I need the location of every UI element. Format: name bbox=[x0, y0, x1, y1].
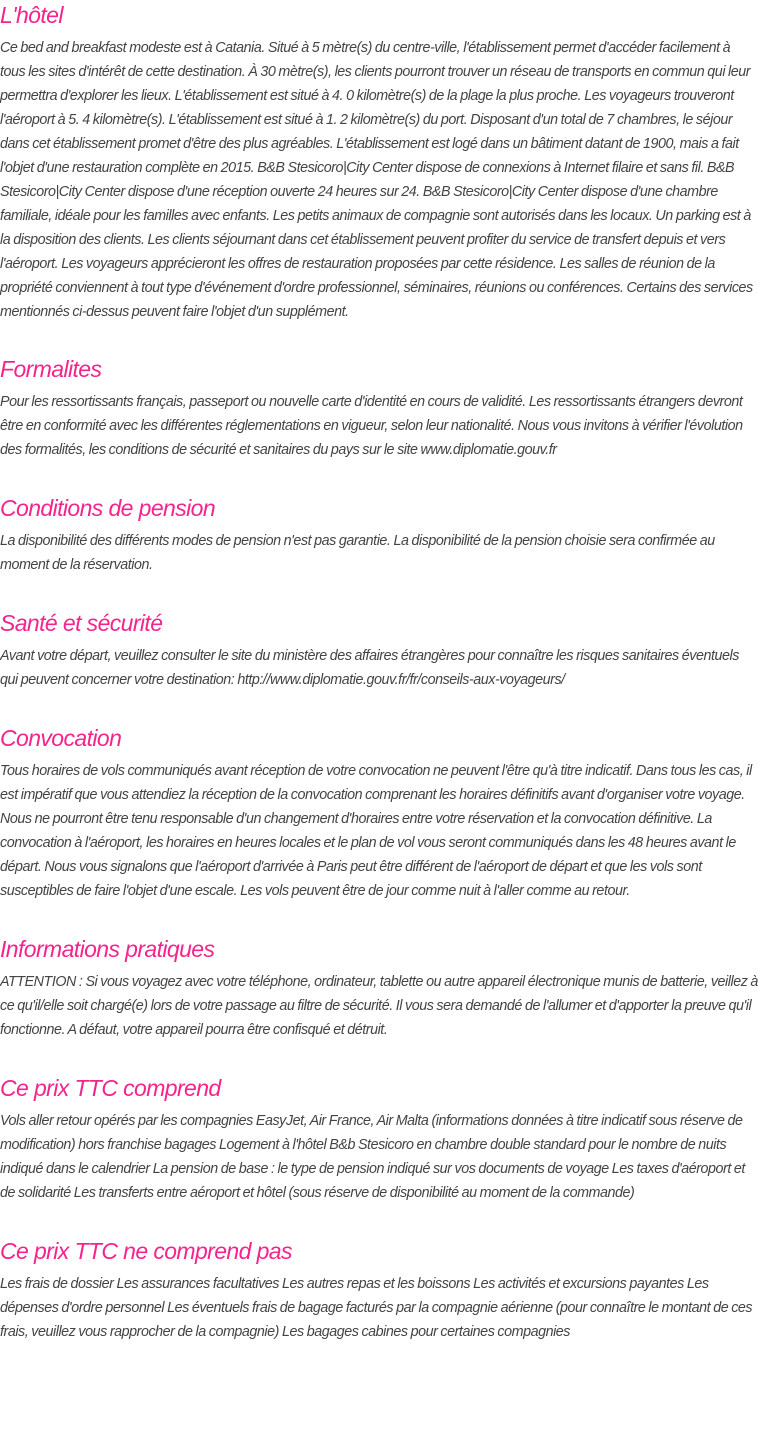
section-conditions-pension bbox=[0, 493, 758, 577]
section-formalites bbox=[0, 354, 758, 462]
section-body-prix-comprend: Vols aller retour opérés par les compagnies EasyJet, Air France, Air Malta (informations données à titre indicatif sous réserve de modification) hors franchise bagages Logement à l'hôtel B&b Stesicoro en chambre double standard pour le nombre de nuits indiqué dans le calendrier La pension de base : le type de pension indiqué sur vos documents de voyage Les taxes d'aéroport et de solidarité Les transferts entre aéroport et hôtel (sous réserve de disponibilité au moment de la commande) bbox=[0, 1113, 745, 1201]
section-body-conditions-pension: La disponibilité des différents modes de pension n'est pas garantie. La disponibilité de la pension choisie sera confirmée au moment de la réservation. bbox=[0, 533, 715, 573]
section-informations-pratiques bbox=[0, 934, 758, 1042]
section-title-conditions-pension: Conditions de pension bbox=[0, 495, 216, 521]
section-hotel bbox=[0, 0, 758, 324]
section-title-prix-ne-comprend-pas: Ce prix TTC ne comprend pas bbox=[0, 1238, 292, 1264]
section-title-prix-comprend: Ce prix TTC comprend bbox=[0, 1075, 221, 1101]
section-prix-ne-comprend-pas bbox=[0, 1236, 758, 1344]
section-title-convocation: Convocation bbox=[0, 725, 122, 751]
section-sante-securite bbox=[0, 608, 758, 692]
section-title-formalites: Formalites bbox=[0, 356, 102, 382]
section-body-informations-pratiques: ATTENTION : Si vous voyagez avec votre téléphone, ordinateur, tablette ou autre appareil électronique munis de batterie, veillez à ce qu'il/elle soit chargé(e) lors de votre passage au filtre de sécurité. Il vous sera demandé de l'allumer et d'apporter la preuve qu'il fonctionne. A défaut, votre appareil pourra être confisqué et détruit. bbox=[0, 974, 758, 1038]
section-title-informations-pratiques: Informations pratiques bbox=[0, 936, 215, 962]
section-body-convocation: Tous horaires de vols communiqués avant réception de votre convocation ne peuvent l'être qu'à titre indicatif. Dans tous les cas, il est impératif que vous attendiez la réception de la convocation comprenant les horaires définitifs avant d'organiser votre voyage. Nous ne pourront être tenu responsable d'un changement d'horaires entre votre réservation et la convocation définitive. La convocation à l'aéroport, les horaires en heures locales et le plan de vol vous seront communiqués dans les 48 heures avant le départ. Nous vous signalons que l'aéroport d'arrivée à Paris peut être différent de l'aéroport de départ et que les vols sont susceptibles de faire l'objet d'une escale. Les vols peuvent être de jour comme nuit à l'aller comme au retour. bbox=[0, 763, 752, 899]
section-convocation bbox=[0, 723, 758, 903]
section-body-formalites: Pour les ressortissants français, passeport ou nouvelle carte d'identité en cours de validité. Les ressortissants étrangers devront être en conformité avec les différentes réglementations en vigueur, selon leur nationalité. Nous vous invitons à vérifier l'évolution des formalités, les conditions de sécurité et sanitaires du pays sur le site www.diplomatie.gouv.fr bbox=[0, 394, 743, 458]
section-body-hotel: Ce bed and breakfast modeste est à Catania. Situé à 5 mètre(s) du centre-ville, l'établissement permet d'accéder facilement à tous les sites d'intérêt de cette destination. À 30 mètre(s), les clients pourront trouver un réseau de transports en commun qui leur permettra d'explorer les lieux. L'établissement est situé à 4. 0 kilomètre(s) de la plage la plus proche. Les voyageurs trouveront l'aéroport à 5. 4 kilomètre(s). L'établissement est situé à 1. 2 kilomètre(s) du port. Disposant d'un total de 7 chambres, le séjour dans cet établissement promet d'être des plus agréables. L'établissement est logé dans un bâtiment datant de 1900, mais a fait l'objet d'une restauration complète en 2015. B&B Stesicoro|City Center dispose de connexions à Internet filaire et sans fil. B&B Stesicoro|City Center dispose d'une réception ouverte 24 heures sur 24. B&B Stesicoro|City Center dispose d'une chambre familiale, idéale pour les familles avec enfants. Les petits animaux de compagnie sont autorisés dans les locaux. Un parking est à la disposition des clients. Les clients séjournant dans cet établissement peuvent profiter du service de transfert depuis et vers l'aéroport. Les voyageurs apprécieront les offres de restauration proposées par cette résidence. Les salles de réunion de la propriété conviennent à tout type d'événement d'ordre professionnel, séminaires, réunions ou conférences. Certains des services mentionnés ci-dessus peuvent faire l'objet d'un supplément. bbox=[0, 40, 753, 320]
section-body-sante-securite: Avant votre départ, veuillez consulter le site du ministère des affaires étrangères pour connaître les risques sanitaires éventuels qui peuvent concerner votre destination: http://www.diplomatie.gouv.fr/fr/conseils-aux-voyageurs/ bbox=[0, 648, 739, 688]
section-title-sante-securite: Santé et sécurité bbox=[0, 610, 163, 636]
section-title-hotel: L'hôtel bbox=[0, 2, 63, 28]
section-prix-comprend bbox=[0, 1073, 758, 1205]
section-body-prix-ne-comprend-pas: Les frais de dossier Les assurances facultatives Les autres repas et les boissons Les activités et excursions payantes Les dépenses d'ordre personnel Les éventuels frais de bagage facturés par la compagnie aérienne (pour connaître le montant de ces frais, veuillez vous rapprocher de la compagnie) Les bagages cabines pour certaines compagnies bbox=[0, 1276, 753, 1340]
